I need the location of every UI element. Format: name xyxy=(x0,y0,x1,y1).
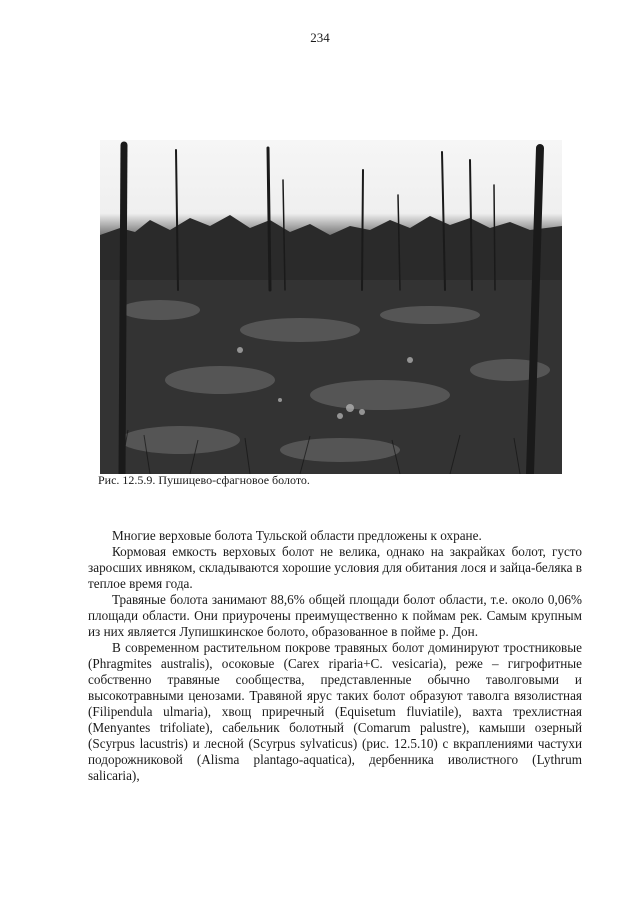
paragraph: Травяные болота занимают 88,6% общей площади болот области, т.е. около 0,06% площади области. Они приурочены преимущественно к поймам рек. Самым крупным из них является Лупишкинское болото, образованное в пойме р. Дон. xyxy=(88,592,582,639)
paragraph: Многие верховые болота Тульской области предложены к охране. xyxy=(112,528,482,543)
paragraph: В современном растительном покрове травяных болот доминируют тростниковые (Phragmites australis), осоковые (Carex riparia+C. vesicaria), реже – гигрофитные собственно травяные сообщества, представленные обычно таволговыми и высокотравными ценозами. Травяной ярус таких болот образуют таволга вязолистная (Filipendula ulmaria), хвощ приречный (Equisetum fluviatile), вахта трехлистная (Menyantes trifoliate), сабельник болотный (Comarum palustre), камыши озерный (Scyrpus lacustris) и лесной (Scyrpus sylvaticus) (рис. 12.5.10) с вкраплениями частухи подорожниковой (Alisma plantago-aquatica), дербенника иволистного (Lythrum salicaria), xyxy=(88,640,582,783)
bog-photo-drawing xyxy=(100,140,562,474)
body-text xyxy=(88,528,582,784)
bog-photo xyxy=(100,140,562,474)
paragraph: Кормовая емкость верховых болот не велика, однако на закрайках болот, густо заросших ивняком, складываются хорошие условия для обитания лося и зайца-беляка в теплое время года. xyxy=(88,544,582,591)
figure-caption: Рис. 12.5.9. Пушицево-сфагновое болото. xyxy=(98,473,310,487)
page-number: 234 xyxy=(310,30,330,45)
